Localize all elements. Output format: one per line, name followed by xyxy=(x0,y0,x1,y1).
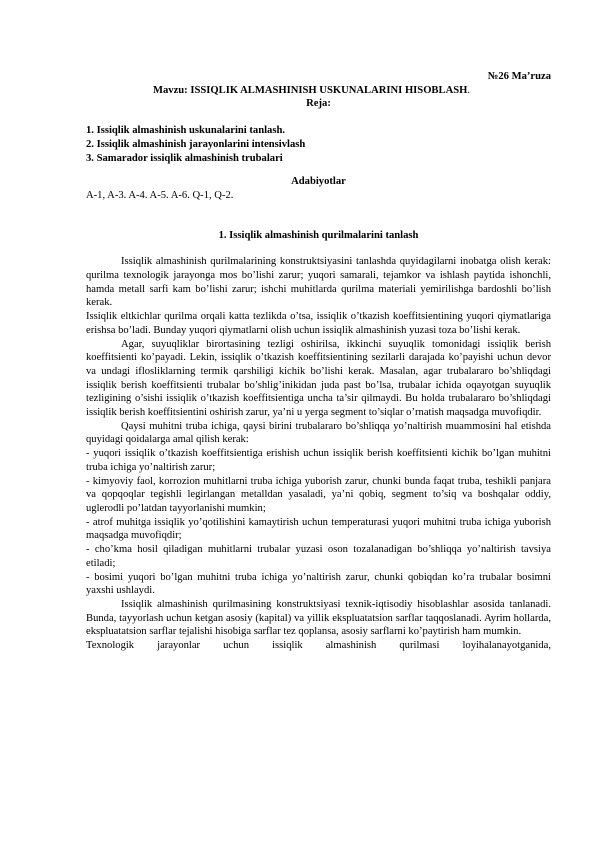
list-item: - atrof muhitga issiqlik yo’qotilishini kamaytirish uchun temperaturasi yuqori muhitni truba ichiga yuborish maqsadga muvofiqdir; xyxy=(86,516,551,542)
references-list: A-1, A-3. A-4. A-5. A-6. Q-1, Q-2. xyxy=(86,189,234,201)
list-item: - cho’kma hosil qiladigan muhitlarni trubalar yuzasi oson tozalanadigan bo’shliqqa yo’naltirish tavsiya etiladi; xyxy=(86,544,551,569)
section-title: 1. Issiqlik almashinish qurilmalarini tanlash xyxy=(218,229,419,241)
lecture-topic xyxy=(72,84,551,98)
paragraph: Texnologik jarayonlar uchun issiqlik almashinish qurilmasi loyihalanayotganida, xyxy=(86,640,551,652)
list-item: - kimyoviy faol, korrozion muhitlarni truba ichiga yuborish zarur, chunki bunda faqat truba, teshikli panjara va qopqoqlar tegishli legirlangan metalldan yasaladi, ya’ni qobiq, segment to’siq va boshqalar oddiy, uglerodli po’latdan tayyorlanishi mumkin; xyxy=(86,475,551,514)
plan-item: 2. Issiqlik almashinish jarayonlarini intensivlash xyxy=(86,138,306,150)
paragraph: Agar, suyuqliklar birortasining tezligi oshirilsa, ikkinchi suyuqlik tomonidagi issiqlik berish koeffitsienti ko’payadi. Lekin, issiqlik o’tkazish koeffitsientining sezilarli darajada ko’payishi uchun devor va undagi iflosliklarning termik qarshiligi kichik bo’lishi kerak. Masalan, agar trubalararo bo’shliqdagi issiqlik berish koeffitsienti trubalar bo’shlig’inikidan juda past bo’lsa, trubalar ichida oqayotgan suyuqlik tezligining o’sishi issiqlik o’tkazish koeffitsientiga uncha ta’sir qilmaydi. Bu holda trubalararo bo’shliqdagi issiqlik berish koeffitsientini oshirish zarur, ya’ni u yerga segment to’siqlar o’rnatish maqsadga muvofiqdir. xyxy=(86,338,551,419)
paragraph: Issiqlik eltkichlar qurilma orqali katta tezlikda o’tsa, issiqlik o’tkazish koeffitsientining yuqori qiymatlariga erishsa bo’ladi. Bunday yuqori qiymatlarni olish uchun issiqlik almashinish yuzasi toza bo’lishi kerak. xyxy=(86,311,551,336)
topic-title: ISSIQLIK ALMASHINISH USKUNALARINI HISOBLASH xyxy=(190,84,468,96)
plan-title: Reja: xyxy=(306,98,331,110)
plan-list xyxy=(86,124,551,165)
list-item: - bosimi yuqori bo’lgan muhitni truba ichiga yo’naltirish zarur, chunki qobiqdan ko’ra trubalar bosimni yaxshi ushlaydi. xyxy=(86,571,551,597)
plan-item: 3. Samarador issiqlik almashinish trubalari xyxy=(86,152,283,164)
references-title: Adabiyotlar xyxy=(291,176,346,188)
topic-end: . xyxy=(467,84,471,96)
list-item: - yuqori issiqlik o’tkazish koeffitsientiga erishish uchun issiqlik berish koeffitsienti kichik bo’lgan muhitni truba ichiga yo’naltirish zarur; xyxy=(86,448,551,473)
paragraph: Qaysi muhitni truba ichiga, qaysi birini trubalararo bo’shliqqa yo’naltirish muammosini hal etishda quyidagi qoidalarga amal qilish kerak: xyxy=(86,420,551,446)
lecture-number: №26 Ma’ruza xyxy=(487,71,551,82)
plan-item: 1. Issiqlik almashinish uskunalarini tanlash. xyxy=(86,125,286,137)
paragraph: Issiqlik almashinish qurilmalarining konstruktsiyasini tanlashda quyidagilarni inobatga olish kerak: qurilma texnologik jarayonga mos bo’lishi zarur; yuqori samarali, tejamkor va ishlash paytida ishonchli, hamda metall sarfi kam bo’lishi zarur; ishchi muhitlarda qurilma materiali yemirilishga bardoshli bo’lish kerak. xyxy=(86,256,551,309)
paragraph: Issiqlik almashinish qurilmasining konstruktsiyasi texnik-iqtisodiy hisoblashlar asosida tanlanadi. Bunda, tayyorlash uchun ketgan asosiy (kapital) va yillik ekspluatatsion sarflar taqqoslanadi. Ayrim hollarda, ekspluatatsion sarflar tejalishi hisobiga sarflar tez qoplansa, asosiy sarflarni ko’paytirish ham mumkin. xyxy=(86,598,551,638)
topic-prefix: Mavzu: xyxy=(152,84,191,96)
